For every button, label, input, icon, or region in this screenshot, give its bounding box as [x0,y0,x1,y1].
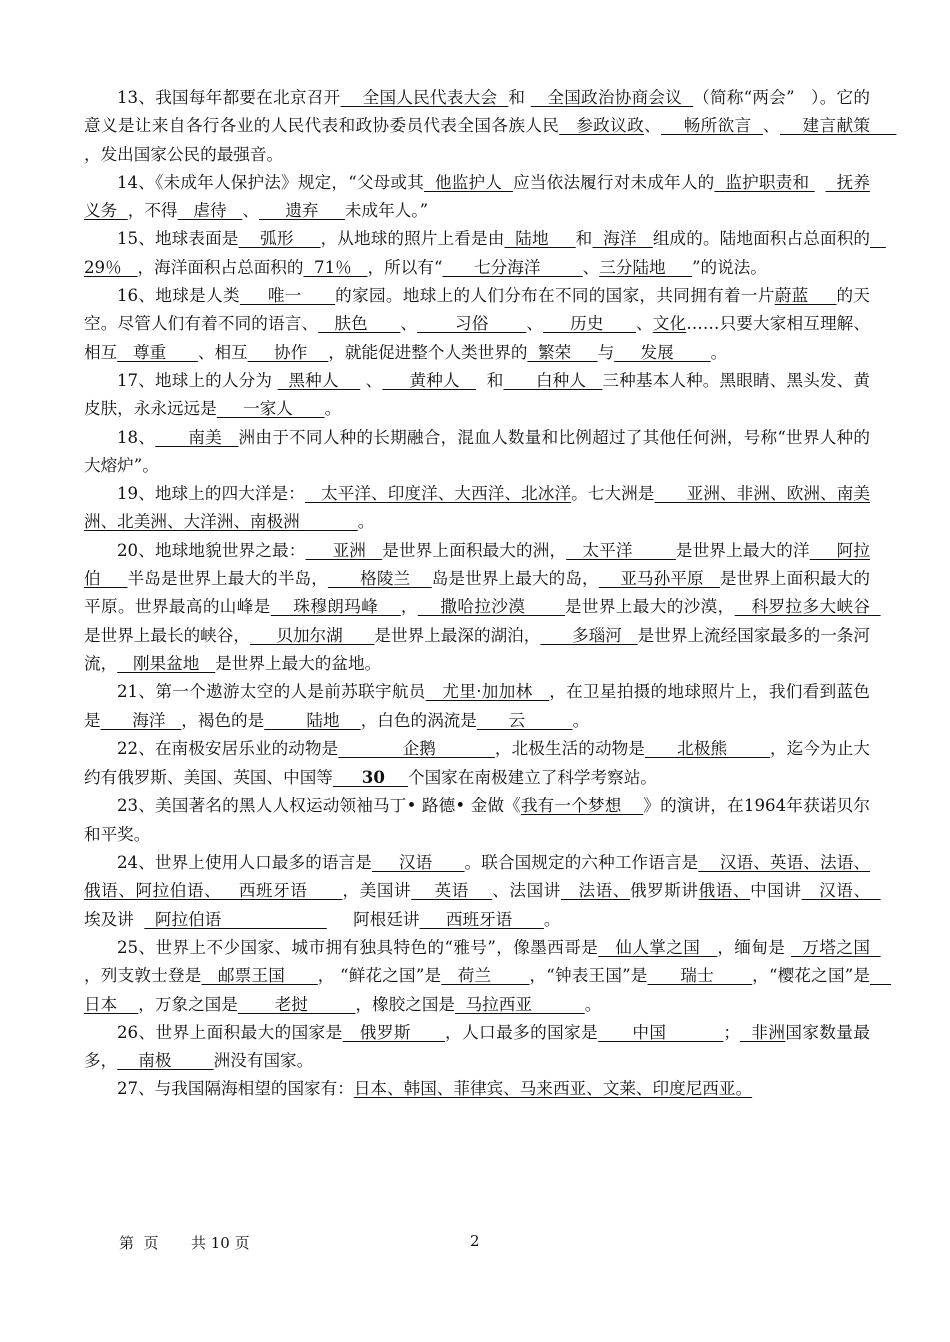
answer-blank: 畅所欲言 [661,116,763,136]
answer-blank: 老挝 [237,994,356,1014]
footer-page-label: 第 页 [119,1234,159,1252]
answer-blank: 仙人掌之国 [598,937,718,957]
question-text: 、法国讲 [492,881,561,901]
answer-blank: 陆地 [504,229,576,249]
answer-blank: 三分陆地 [599,257,693,277]
answer-blank: 西班牙语 [419,909,544,929]
question-text: 阿根廷讲 [326,909,420,929]
footer-page-number: 2 [470,1232,480,1250]
question-text: ，白色的涡流是 [360,710,477,730]
answer-blank: 云 [476,710,573,730]
question-text: 是世界上最大的洋 [675,540,810,560]
answer-blank: 荷兰 [441,966,530,986]
question-text: ，就能促进整个人类世界的 [328,342,528,362]
answer-blank: 亚马孙平原 [598,569,720,589]
answer-blank: 格陵兰 [327,569,432,589]
question-text: 组成的。陆地面积占总面积的 [652,229,871,249]
question-paragraph [84,367,870,424]
answer-blank: 中国 [598,1022,724,1042]
answer-blank: 亚洲 [305,540,383,560]
answer-blank: 发展 [614,342,711,362]
question-paragraph [84,424,870,481]
question-text: （简称“两会” ）。它的意义是让来自各行各业的人民代表和政协委员代表全国各族人民 [84,88,870,136]
question-text: ，北极生活的动物是 [494,738,645,758]
question-text: ，人口最多的国家是 [445,1022,599,1042]
question-text: 15、地球表面是 [117,229,239,249]
question-text: ，所以有“ [367,257,443,277]
question-text: 三种基本人种。黑眼睛、黑头发、黄皮肤，永永远远是 [84,370,870,419]
answer-blank: 黄种人 [382,370,476,390]
question-text: ，在卫星拍摄的地球照片上，我们看到蓝色是 [84,682,870,730]
question-text: 21、第一个遨游太空的人是前苏联宇航员 [117,682,426,702]
answer-blank: 遗弃 [258,201,345,221]
answer-blank: 刚果盆地 [117,653,216,673]
question-text: ， [400,597,418,617]
answer-blank: 南美 [155,427,239,447]
question-text: 、 [400,314,418,334]
question-text: ，万象之国是 [138,994,238,1014]
question-text: ，发出国家公民的最强音。 [84,144,284,164]
answer-blank: 法语、 [560,881,630,901]
answer-blank: 英语 [411,881,493,901]
question-paragraph [84,849,892,934]
answer-blank: 文化 [652,314,687,334]
question-paragraph [84,480,870,537]
answer-blank: 参政议政 [559,116,645,136]
question-text: 。 [357,512,375,532]
question-text: 16、地球是人类 [117,286,240,306]
question-text: 未成年人。” [344,201,429,221]
question-text: 。 [324,399,342,419]
question-text: 的家园。地球上的人们分布在不同的国家，共同拥有着一片 [335,286,775,306]
question-text: 、相互 [197,342,248,362]
question-text: 23、美国著名的黑人人权运动领袖马丁• 路德• 金做《 [117,796,521,816]
answer-blank: 习俗 [417,314,527,334]
question-text: 半岛是世界上最大的半岛， [127,569,328,589]
question-paragraph [84,934,892,1019]
question-text: 个国家在南极建立了科学考察站。 [408,768,657,788]
answer-blank: 唯一 [239,286,336,306]
question-text: ，列支敦士登是 [84,966,202,986]
answer-blank: 邮票王国 [201,966,318,986]
question-text: 、 [636,314,653,334]
question-text: 14、《未成年人保护法》规定，“父母或其 [117,172,424,192]
question-text: 、 [644,116,662,136]
answer-blank: 汉语、 [801,881,881,901]
question-text: 25、世界上不少国家、城市拥有独具特色的“雅号”，像墨西哥是 [117,937,599,957]
question-text: 》的演讲，在1964年获诺贝尔和平奖。 [84,796,870,844]
answer-blank: 阿拉伯 [84,540,871,589]
question-text: 18、 [117,427,156,447]
question-text: 和 [508,88,531,107]
answer-blank: 俄罗斯 [342,1022,446,1042]
answer-blank: 阿拉伯语 [144,909,327,929]
answer-blank: 珠穆朗玛峰 [270,597,401,617]
answer-blank: 陆地 [264,710,361,730]
answer-blank: 蔚蓝 [774,286,837,306]
answer-blank: 科罗拉多大峡谷 [734,597,881,617]
answer-blank: 虐待 [177,201,243,221]
answer-blank: 海洋 [592,229,653,249]
question-text: 是世界上流经国家最多的一条河流， [84,625,870,673]
answer-blank: 马拉西亚 [455,994,585,1014]
answer-blank: 汉语、英语、法语、俄语、阿拉伯语、 西班牙语 [84,853,870,901]
answer-blank: 亚洲、非洲、欧洲、南美洲、北美洲、大洋洲、南极洲 [84,484,870,532]
question-paragraph [84,1019,870,1076]
answer-blank: 全国人民代表大会 [340,88,509,107]
question-paragraph [84,225,886,282]
question-text: 中国讲 [750,881,802,901]
answer-blank: 日本、韩国、菲律宾、马来西亚、文莱、印度尼西亚。 [353,1079,753,1099]
answer-blank: 撒哈拉沙漠 [417,597,565,617]
question-text: 、 [762,116,780,136]
question-text: 17、地球上的人分为 [117,370,278,390]
answer-blank: 多瑙河 [540,625,638,645]
question-text: ，迄今为止大约有俄罗斯、美国、英国、中国等 [84,738,870,788]
answer-blank: 白种人 [503,370,603,390]
question-text: ，“樱花之国”是 [752,966,871,986]
footer-total-pages: 共 10 页 [191,1234,250,1252]
question-text: 洲没有国家。 [213,1051,314,1071]
question-text: 。 [572,710,590,730]
question-text: 和 [575,229,593,249]
question-text: ，海洋面积占总面积的 [137,257,304,277]
question-text: 、 [360,370,383,390]
question-text: 应当依法履行对未成年人的 [513,172,715,192]
question-text: 13、我国每年都要在北京召开 [117,88,341,107]
answer-blank: 一家人 [216,399,325,419]
answer-blank: 黑种人 [277,370,361,390]
question-text: ，“钟表王国”是 [529,966,648,986]
answer-blank: 贝加尔湖 [249,625,375,645]
question-text: 是世界上最大的沙漠， [564,597,735,617]
question-text: 、 [526,314,544,334]
question-text: 与 [597,342,615,362]
question-text: 是世界上面积最大的平原。世界最高的山峰是 [84,569,870,617]
answer-blank: 汉语 [371,853,465,873]
answer-blank: 监护职责和 [714,172,815,192]
question-text: 和 [475,370,504,390]
question-text: 、 [242,201,259,221]
answer-blank: 30 [332,767,408,788]
question-text: 、 [582,257,600,277]
question-text: 19、地球上的四大洋是： [117,484,305,504]
question-paragraph [84,537,881,678]
question-text: 27、与我国隔海相望的国家有： [117,1079,354,1099]
answer-blank: 尤里·加加林 [425,682,550,702]
answer-blank: 俄语、 [698,881,751,901]
question-text: 国家数量最多， [84,1022,870,1071]
question-text: 26、世界上面积最大的国家是 [117,1022,343,1042]
answer-blank: 南极 [117,1051,214,1071]
answer-blank: 企鹅 [338,738,495,758]
question-text: ，从地球的照片上看是由 [320,229,505,249]
question-text: 埃及讲 [84,881,892,929]
answer-blank: 历史 [543,314,637,334]
question-text: 。联合国规定的六种工作语言是 [464,853,699,873]
document-body [84,84,897,1104]
question-text [815,173,826,192]
answer-blank: 尊重 [117,342,198,362]
question-text: 的天空。尽管人们有着不同的语言、 [84,286,871,334]
question-text: ， “鲜花之国”是 [317,966,442,986]
question-text: 。 [710,342,728,362]
answer-blank: 七分海洋 [442,257,583,277]
question-text: ，不得 [127,201,178,221]
answer-blank: 繁荣 [527,342,598,362]
question-paragraph [84,678,870,735]
question-text: 20、地球地貌世界之最： [117,540,306,560]
answer-blank: 日本 [84,966,892,1014]
question-text: ”的说法。 [692,257,767,277]
answer-blank: 我有一个梦想 [520,796,644,816]
answer-blank: 太平洋、印度洋、大西洋、北冰洋 [304,484,572,504]
answer-blank: 抚养义务 [84,172,870,221]
question-text: 是世界上最长的峡谷， [84,625,250,645]
question-text: ，褐色的是 [181,710,265,730]
question-text: 洲由于不同人种的长期融合，混血人数量和比例超过了其他任何洲，号称“世界人种的大熔炉”。 [84,427,870,475]
question-paragraph [84,84,897,169]
question-paragraph [84,282,870,367]
question-text: 俄罗斯讲 [629,881,699,901]
answer-blank: 北极熊 [644,738,771,758]
answer-blank: 协作 [247,342,329,362]
answer-blank: 瑞士 [647,966,753,986]
answer-blank: 29％ [84,229,886,277]
question-paragraph [84,792,870,849]
question-text: 是世界上最大的盆地。 [215,653,382,673]
answer-blank: 弧形 [238,229,321,249]
question-text: ； [723,1022,740,1042]
question-text: ……只要大家相互理解、相互 [84,314,871,362]
question-paragraph [84,1075,870,1103]
answer-blank: 非洲 [739,1022,786,1042]
answer-blank: 太平洋 [566,540,676,560]
question-text: 。七大洲是 [571,484,655,504]
answer-blank: 建言献策 [779,116,897,136]
question-text: 22、在南极安居乐业的动物是 [117,738,339,758]
question-text: 是世界上面积最大的洲， [382,540,567,560]
answer-blank: 全国政治协商会议 [530,88,694,107]
question-text: 。 [584,994,602,1014]
question-text: 。 [543,909,561,929]
answer-blank: 71％ [303,257,368,277]
answer-blank: 肤色 [318,314,401,334]
question-text: ，美国讲 [342,881,412,901]
question-paragraph [84,169,870,226]
question-text: 岛是世界上最大的岛， [431,569,599,589]
question-text: ，橡胶之国是 [355,994,456,1014]
question-paragraph [84,735,870,793]
answer-blank: 万塔之国 [791,937,881,957]
question-text: 是世界上最深的湖泊， [374,625,541,645]
answer-blank: 他监护人 [424,172,513,192]
question-text: ，缅甸是 [717,937,792,957]
question-text: 24、世界上使用人口最多的语言是 [117,853,372,873]
answer-blank: 海洋 [100,710,182,730]
